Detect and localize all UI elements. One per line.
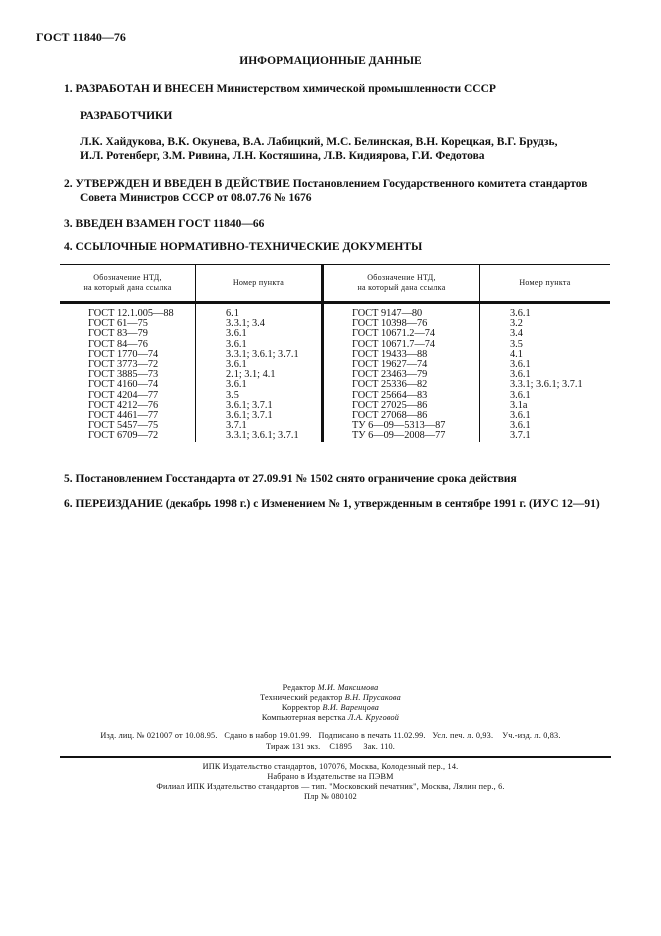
tech-editor-line <box>0 693 661 703</box>
header-doc <box>323 265 480 303</box>
item-number: 6. <box>64 498 73 510</box>
item-number: 1. <box>64 83 73 95</box>
item-number: 3. <box>64 218 73 230</box>
header-text: Обозначение НТД, <box>93 273 162 282</box>
doc-cell: ГОСТ 19433—88 <box>323 350 480 360</box>
divider <box>60 756 611 758</box>
credits <box>0 683 661 723</box>
name: В.Н. Прусакова <box>344 693 401 702</box>
layout-line <box>0 713 661 723</box>
item-number: 2. <box>64 178 73 190</box>
item-1 <box>64 83 496 95</box>
doc-cell: ГОСТ 19627—74 <box>323 360 480 370</box>
header-point: Номер пункта <box>196 265 323 303</box>
point-cell: 3.6.1 <box>196 329 323 339</box>
label: Технический редактор <box>260 693 345 702</box>
point-cell: 2.1; 3.1; 4.1 <box>196 370 323 380</box>
doc-cell: ГОСТ 1770—74 <box>88 348 159 360</box>
point-cell: 3.2 <box>480 319 611 329</box>
doc-cell: ТУ 6—09—5313—87 <box>323 421 480 431</box>
print-info-2: Тираж 131 экз. С1895 Зак. 110. <box>265 742 396 751</box>
point-cell: 3.6.1; 3.7.1 <box>196 401 323 411</box>
header-doc <box>60 265 196 303</box>
doc-cell: ГОСТ 10671.7—74 <box>323 340 480 350</box>
point-cell: 3.6.1 <box>480 370 611 380</box>
name: М.И. Максимова <box>317 683 379 692</box>
item-5-text: Постановлением Госстандарта от 27.09.91 № 1502 снято ограничение срока действия <box>75 473 517 485</box>
doc-cell: ГОСТ 10671.2—74 <box>323 329 480 339</box>
label: Компьютерная верстка <box>261 713 348 722</box>
references-table <box>60 264 610 442</box>
point-cell: 4.1 <box>480 350 611 360</box>
doc-cell: ГОСТ 25336—82 <box>323 380 480 390</box>
doc-cell: ГОСТ 27068—86 <box>323 411 480 421</box>
name: Л.А. Круговой <box>347 713 400 722</box>
publisher-line: Филиал ИПК Издательство стандартов — тип. "Московский печатник", Москва, Лялин пер., 6. <box>156 782 505 791</box>
doc-cell: ГОСТ 4204—77 <box>88 389 159 401</box>
item-number: 4. <box>64 241 73 253</box>
name: В.И. Варенцова <box>322 703 380 712</box>
doc-cell: ГОСТ 23463—79 <box>323 370 480 380</box>
point-cell: 3.6.1 <box>480 360 611 370</box>
item-6 <box>64 498 600 510</box>
point-cell: 3.3.1; 3.6.1; 3.7.1 <box>480 380 611 390</box>
item-2-line-1: УТВЕРЖДЕН И ВВЕДЕН В ДЕЙСТВИЕ Постановлением Государственного комитета стандартов <box>75 178 588 190</box>
developers-line-2: И.Л. Ротенберг, З.М. Ривина, Л.Н. Костяшина, Л.В. Кидиярова, Г.И. Федотова <box>80 150 485 162</box>
item-4-text: ССЫЛОЧНЫЕ НОРМАТИВНО-ТЕХНИЧЕСКИЕ ДОКУМЕНТЫ <box>75 241 423 253</box>
header-text: на который дана ссылка <box>83 283 172 292</box>
point-cell: 3.6.1 <box>196 340 323 350</box>
point-cell: 3.5 <box>480 340 611 350</box>
doc-cell: ГОСТ 5457—75 <box>88 420 159 432</box>
point-cell: 3.7.1 <box>480 431 611 441</box>
point-cell: 3.7.1 <box>196 421 323 431</box>
doc-cell: ГОСТ 9147—80 <box>323 303 480 320</box>
point-cell: 3.6.1 <box>196 360 323 370</box>
editor-line <box>0 683 661 693</box>
label: Редактор <box>282 683 318 692</box>
developers-line-1: Л.К. Хайдукова, В.К. Окунева, В.А. Лабицкий, М.С. Белинская, В.Н. Корецкая, В.Г. Брудзь, <box>80 136 558 148</box>
point-cell: 3.6.1 <box>480 411 611 421</box>
publisher-line: Набрано в Издательстве на ПЭВМ <box>267 772 394 781</box>
corrector-line <box>0 703 661 713</box>
publisher-line: Плр № 080102 <box>304 792 357 801</box>
item-1-text: Министерством химической промышленности СССР <box>213 83 496 95</box>
doc-cell: ГОСТ 6709—72 <box>88 430 159 442</box>
point-cell: 3.1а <box>480 401 611 411</box>
doc-cell: ГОСТ 4461—77 <box>88 410 159 422</box>
item-2-line-2: Совета Министров СССР от 08.07.76 № 1676 <box>80 192 312 204</box>
point-cell: 3.3.1; 3.4 <box>196 319 323 329</box>
item-3-text: ВВЕДЕН ВЗАМЕН ГОСТ 11840—66 <box>75 218 265 230</box>
item-2 <box>64 178 587 190</box>
item-5 <box>64 473 517 485</box>
table-row <box>60 431 610 441</box>
doc-cell: ГОСТ 25664—83 <box>323 391 480 401</box>
publisher-info <box>0 762 661 802</box>
point-cell: 3.4 <box>480 329 611 339</box>
point-cell: 3.3.1; 3.6.1; 3.7.1 <box>196 350 323 360</box>
doc-cell: ГОСТ 3773—72 <box>88 359 159 371</box>
item-6-text: ПЕРЕИЗДАНИЕ (декабрь 1998 г.) с Изменением № 1, утвержденным в сентябре 1991 г. (ИУС 12—91) <box>75 498 600 510</box>
label: Корректор <box>281 703 323 712</box>
doc-cell: ГОСТ 10398—76 <box>323 319 480 329</box>
doc-cell: ГОСТ 83—79 <box>88 328 148 340</box>
point-cell: 3.6.1; 3.7.1 <box>196 411 323 421</box>
point-cell: 3.6.1 <box>480 303 611 320</box>
point-cell: 3.6.1 <box>196 380 323 390</box>
point-cell: 3.3.1; 3.6.1; 3.7.1 <box>196 431 323 441</box>
header-text: Обозначение НТД, <box>367 273 436 282</box>
item-3 <box>64 218 264 230</box>
doc-cell: ГОСТ 61—75 <box>88 318 148 330</box>
point-cell: 6.1 <box>196 303 323 320</box>
developers-heading: РАЗРАБОТЧИКИ <box>80 110 173 122</box>
publisher-line: ИПК Издательство стандартов, 107076, Москва, Колодезный пер., 14. <box>202 762 459 771</box>
item-1-bold: РАЗРАБОТАН И ВНЕСЕН <box>75 83 214 95</box>
item-4 <box>64 241 422 253</box>
document-id: ГОСТ 11840—76 <box>36 30 126 44</box>
doc-cell: ГОСТ 12.1.005—88 <box>88 308 174 319</box>
doc-cell: ГОСТ 3885—73 <box>88 369 159 381</box>
doc-cell: ГОСТ 4212—76 <box>88 399 159 411</box>
page-title: ИНФОРМАЦИОННЫЕ ДАННЫЕ <box>239 55 422 67</box>
header-point: Номер пункта <box>480 265 611 303</box>
point-cell: 3.6.1 <box>480 421 611 431</box>
item-number: 5. <box>64 473 73 485</box>
doc-cell: ГОСТ 84—76 <box>88 338 148 350</box>
table-header-row <box>60 265 610 303</box>
point-cell: 3.6.1 <box>480 391 611 401</box>
point-cell: 3.5 <box>196 391 323 401</box>
doc-cell: ТУ 6—09—2008—77 <box>323 431 480 441</box>
header-text: на который дана ссылка <box>357 283 446 292</box>
table-row <box>60 303 610 320</box>
doc-cell: ГОСТ 4160—74 <box>88 379 159 391</box>
print-info-1: Изд. лиц. № 021007 от 10.08.95. Сдано в набор 19.01.99. Подписано в печать 11.02.99. Усл. печ. л. 0,93. Уч.-изд. л. 0,83. <box>100 731 561 740</box>
doc-cell: ГОСТ 27025—86 <box>323 401 480 411</box>
